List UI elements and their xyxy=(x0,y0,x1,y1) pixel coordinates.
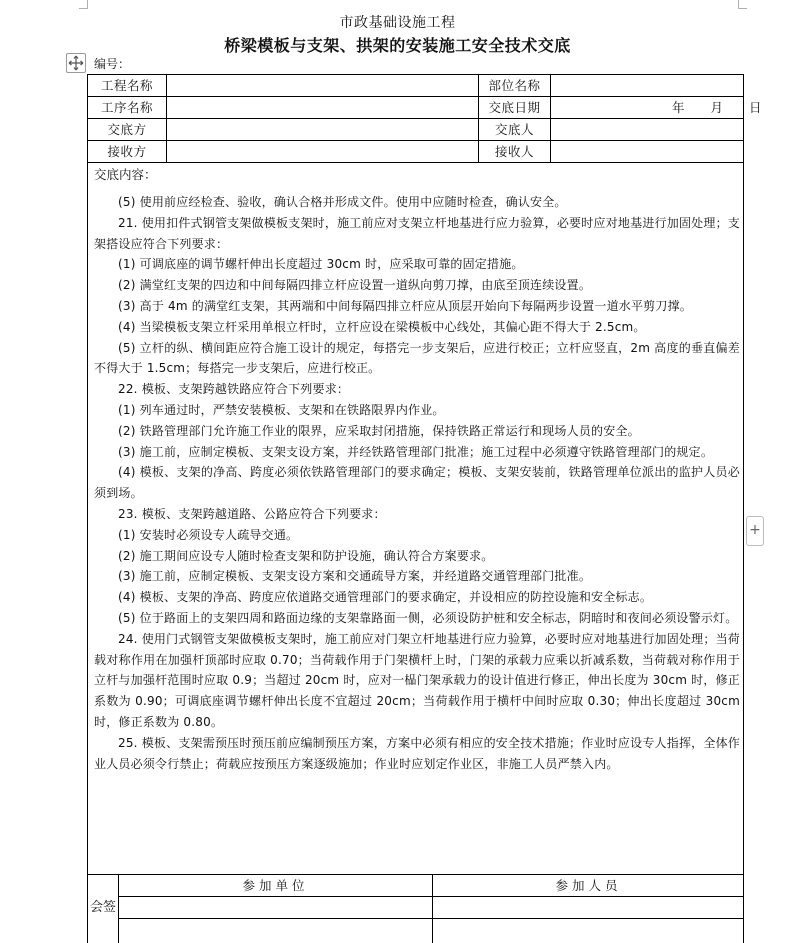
content-paragraph: 22. 模板、支架跨越铁路应符合下列要求： xyxy=(118,382,350,397)
content-paragraph: (3) 施工前，应制定模板、支架支设方案和交通疏导方案，并经道路交通管理部门批准。 xyxy=(118,569,592,584)
content-paragraph: (4) 模板、支架的净高、跨度必须依铁路管理部门的要求确定；模板、支架安装前，铁路管理单位派出的监护人员必须到场。 xyxy=(94,465,740,501)
content-paragraph: 21. 使用扣件式钢管支架做模板支架时，施工前应对支架立杆地基进行应力验算，必要时应对地基进行加固处理；支架搭设应符合下列要求： xyxy=(94,215,740,251)
content-paragraph: (3) 施工前，应制定模板、支架支设方案，并经铁路管理部门批准；施工过程中必须遵守铁路管理部门的规定。 xyxy=(118,444,714,459)
row-divider xyxy=(87,96,744,97)
disclosure-content[interactable] xyxy=(94,192,740,774)
receiver-person-label: 接收人 xyxy=(494,144,534,159)
content-paragraph: (1) 列车通过时，严禁安装模板、支架和在铁路限界内作业。 xyxy=(118,402,445,417)
content-paragraph: 25. 模板、支架需预压时预压前应编制预压方案，方案中必须有相应的安全技术措施；作业时应设专人指挥，全体作业人员必须令行禁止；荷载应按预压方案逐级施加；作业时应划定作业区，非施工人员严禁入内。 xyxy=(94,735,740,771)
content-paragraph: (2) 满堂红支架的四边和中间每隔四排立杆应设置一道纵向剪刀撑，由底至顶连续设置。 xyxy=(118,278,592,293)
row-divider xyxy=(87,162,744,163)
content-paragraph: (4) 模板、支架的净高、跨度应依道路交通管理部门的要求确定，并设相应的防控设施和安全标志。 xyxy=(118,590,653,605)
add-row-button[interactable] xyxy=(746,516,764,546)
content-paragraph: (5) 立杆的纵、横间距应符合施工设计的规定，每搭完一步支架后，应进行校正；立杆应竖直，2m 高度的垂直偏差不得大于 1.5cm；每搭完一步支架后，应进行校正。 xyxy=(94,340,740,376)
table-move-handle[interactable] xyxy=(66,53,86,73)
document-title: 桥梁模板与支架、拱架的安装施工安全技术交底 xyxy=(224,36,571,55)
date-year-label: 年 xyxy=(672,100,685,115)
discloser-party-label: 交底方 xyxy=(107,122,147,137)
row-divider xyxy=(118,918,744,919)
process-name-label: 工序名称 xyxy=(100,100,153,115)
countersign-label: 会签 xyxy=(89,900,116,915)
participating-people-header: 参加人员 xyxy=(555,878,622,893)
move-handle-icon xyxy=(67,54,85,72)
discloser-person-label: 交底人 xyxy=(494,122,534,137)
receiver-party-label: 接收方 xyxy=(107,144,147,159)
content-paragraph: 24. 使用门式钢管支架做模板支架时，施工前应对门架立杆地基进行应力验算，必要时应对地基进行加固处理；当荷载对称作用在加强杆顶部时应取 0.70；当荷载作用于门架横杆上时，门架的承载力应乘以折减系数，当荷载对称作用于立杆与加强杆范围时应取 0.9；当超过 20cm 时，应对一榀门架承载力的设计值进行修正，伸出长度为 30cm 时，修正系数为 0.90；可调底座调节螺杆伸出长度不宜超过 20cm；当荷载作用于横杆中间时应取 0.30；伸出长度超过 30cm 时，修正系数为 0.80。 xyxy=(94,631,740,729)
content-paragraph: (4) 当梁模板支架立杆采用单根立杆时，立杆应设在梁模板中心线处，其偏心距不得大于 2.5cm。 xyxy=(118,319,646,334)
document-category: 市政基础设施工程 xyxy=(339,15,456,31)
content-paragraph: (5) 位于路面上的支架四周和路面边缘的支架靠路面一侧，必须设防护桩和安全标志，阴暗时和夜间必须设警示灯。 xyxy=(118,610,738,625)
content-label: 交底内容： xyxy=(94,167,157,182)
content-paragraph: 23. 模板、支架跨越道路、公路应符合下列要求： xyxy=(118,506,386,521)
column-divider xyxy=(166,74,167,162)
content-paragraph: (1) 可调底座的调节螺杆伸出长度超过 30cm 时，应采取可靠的固定措施。 xyxy=(118,257,524,272)
content-paragraph: (2) 铁路管理部门允许施工作业的限界，应采取封闭措施，保持铁路正常运行和现场人员的安全。 xyxy=(118,423,640,438)
date-day-label: 日 xyxy=(749,100,762,115)
content-paragraph: (3) 高于 4m 的满堂红支架，其两端和中间每隔四排立杆应从顶层开始向下每隔两步设置一道水平剪刀撑。 xyxy=(118,298,692,313)
page-corner-mark xyxy=(738,0,747,9)
content-paragraph: (2) 施工期间应设专人随时检查支架和防护设施，确认符合方案要求。 xyxy=(118,548,494,563)
document-number-label: 编号： xyxy=(94,57,131,71)
plus-icon: + xyxy=(749,522,761,538)
project-name-label: 工程名称 xyxy=(100,78,153,93)
row-divider xyxy=(87,140,744,141)
date-fields[interactable] xyxy=(672,97,762,118)
row-divider xyxy=(87,118,744,119)
content-paragraph: (1) 安装时必须设专人疏导交通。 xyxy=(118,527,299,542)
page-corner-mark xyxy=(79,0,88,9)
part-name-label: 部位名称 xyxy=(488,78,541,93)
participating-unit-header: 参加单位 xyxy=(242,878,309,893)
content-paragraph: (5) 使用前应经检查、验收，确认合格并形成文件。使用中应随时检查，确认安全。 xyxy=(118,195,567,209)
date-month-label: 月 xyxy=(710,100,724,115)
disclosure-date-label: 交底日期 xyxy=(488,100,541,115)
column-divider xyxy=(550,74,551,162)
